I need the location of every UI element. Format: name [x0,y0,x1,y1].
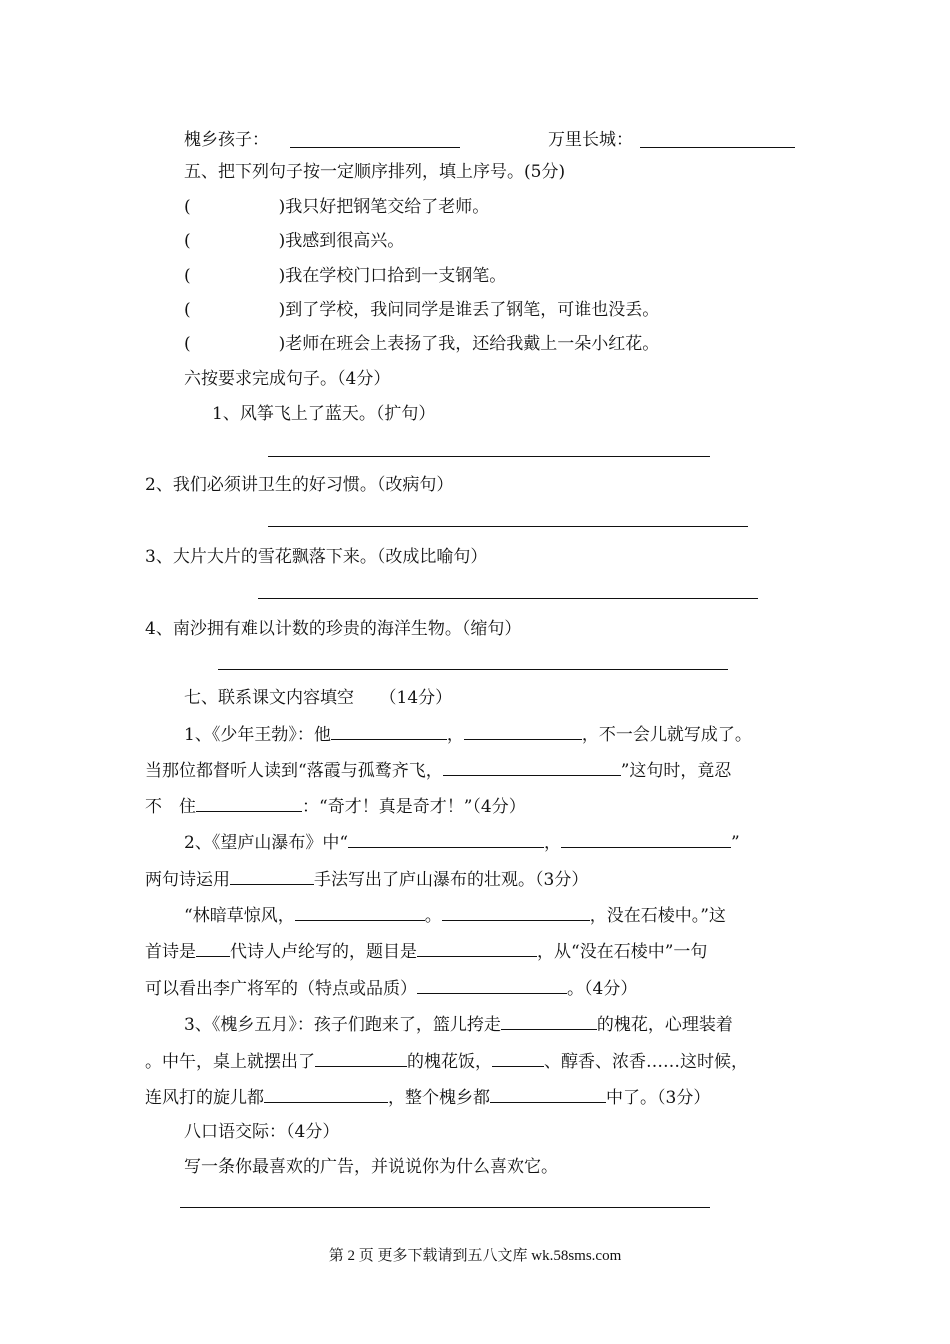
sec7-q2-line5: 可以看出李广将军的（特点或品质） 。（4分） [145,975,637,1001]
sec6-title: 六按要求完成句子。（4分） [184,369,391,389]
answer-line-huaixiang[interactable] [290,147,460,148]
blank[interactable] [442,902,590,921]
answer-line-6-1[interactable] [268,456,710,457]
sec7-q2-line4: 首诗是 代诗人卢纶写的，题目是 ，从“没在石棱中”一句 [145,938,707,964]
blank[interactable] [490,1084,606,1103]
order-item: ( )我感到很高兴。 [184,231,405,251]
order-slot[interactable]: ( ) [184,197,286,217]
order-item: ( )我只好把钢笔交给了老师。 [184,197,490,217]
answer-line-6-4[interactable] [218,669,728,670]
blank[interactable] [417,975,567,994]
blank[interactable] [348,829,544,848]
blank[interactable] [196,938,230,957]
sec4-row-b [548,128,633,152]
blank[interactable] [315,1048,407,1067]
sec4-row [184,128,269,152]
order-item: ( )老师在班会上表扬了我，还给我戴上一朵小红花。 [184,334,660,354]
sec7-q2-line2: 两句诗运用 手法写出了庐山瀑布的壮观。（3分） [145,866,588,892]
sec7-q3-line1: 3、《槐乡五月》：孩子们跑来了，篮儿挎走 的槐花，心理装着 [184,1011,733,1037]
blank[interactable] [264,1084,388,1103]
blank[interactable] [417,938,537,957]
order-slot[interactable]: ( ) [184,231,286,251]
sec8-title: 八口语交际：（4分） [184,1122,340,1142]
answer-line-8[interactable] [180,1207,710,1208]
sec6-item-1: 1、风筝飞上了蓝天。（扩句） [212,404,436,424]
blank[interactable] [230,866,314,885]
order-item: ( )到了学校，我问同学是谁丢了钢笔，可谁也没丢。 [184,300,660,320]
sec6-item-2: 2、我们必须讲卫生的好习惯。（改病句） [145,475,454,495]
sec7-q1-line2: 当那位都督听人读到“落霞与孤鹜齐飞， ”这句时，竟忍 [145,757,731,783]
blank[interactable] [295,902,425,921]
order-slot[interactable]: ( ) [184,266,286,286]
sec6-item-4: 4、南沙拥有难以计数的珍贵的海洋生物。（缩句） [145,619,522,639]
page-footer: 第 2 页 更多下载请到五八文库 wk.58sms.com [328,1248,622,1264]
answer-line-changcheng[interactable] [640,147,795,148]
order-slot[interactable]: ( ) [184,300,286,320]
sec6-item-3: 3、大片大片的雪花飘落下来。（改成比喻句） [145,547,488,567]
blank[interactable] [196,793,302,812]
sec5-title: 五、把下列句子按一定顺序排列，填上序号。(5分) [184,162,566,182]
blank[interactable] [443,757,621,776]
sec7-q3-line3: 连风打的旋儿都 ，整个槐乡都 中了。（3分） [145,1084,710,1110]
label-huaixiang-haizi: 槐乡孩子： [184,130,269,150]
order-slot[interactable]: ( ) [184,334,286,354]
order-item: ( )我在学校门口拾到一支钢笔。 [184,266,507,286]
sec7-q3-line2: 。中午，桌上就摆出了 的槐花饭， 、醇香、浓香……这时候， [145,1048,748,1074]
answer-line-6-2[interactable] [268,526,748,527]
blank[interactable] [464,721,582,740]
sec7-q2-line3: “林暗草惊风， 。 ，没在石棱中。”这 [184,902,726,928]
blank[interactable] [501,1011,597,1030]
label-wanli-changcheng: 万里长城： [548,130,633,150]
answer-line-6-3[interactable] [258,598,758,599]
sec7-q1-line1: 1、《少年王勃》：他 ， ，不一会儿就写成了。 [184,721,752,747]
sec7-title: 七、联系课文内容填空 （14分） [184,688,453,708]
blank[interactable] [331,721,447,740]
sec8-prompt: 写一条你最喜欢的广告，并说说你为什么喜欢它。 [184,1157,558,1177]
sec7-q2-line1: 2、《望庐山瀑布》中“ ， ” [184,829,740,855]
blank[interactable] [561,829,731,848]
sec7-q1-line3: 不 住 ：“奇才！真是奇才！”（4分） [145,793,526,819]
blank[interactable] [492,1048,544,1067]
